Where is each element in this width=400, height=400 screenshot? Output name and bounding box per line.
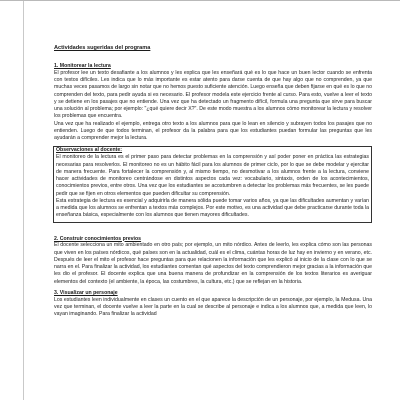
- observation-heading: Observaciones al docente:: [56, 147, 123, 154]
- section-heading-2: 2. Construir conocimientos previos: [54, 235, 142, 242]
- observation-paragraph-2: Esta estrategia de lectura es esencial y adquirirla de manera sólida puede tomar varios años, ya que las dificultades aumentan y varían a medida que los alumnos se enfrentan a textos más complejos. Por este motivo, es una actividad que debe practicarse durante toda la enseñanza básica, especialmente con los alumnos que tienen mayores dificultades.: [56, 197, 369, 219]
- section-3-paragraph-1: Los estudiantes leen individualmente en clases un cuento en el que aparece la descripción de un personaje, por ejemplo, la Medusa. Una vez que terminan, el docente vuelve a leer la parte en la cual se describe al personaje e indica a los alumnos que, a medida que leen, lo vayan imaginando. Para finalizar la actividad: [54, 296, 372, 318]
- section-2-paragraph-1: El docente selecciona un mito ambientado en otro país; por ejemplo, un mito nórdico. Antes de leerlo, les explica cómo son las personas que viven en los países nórdicos, qué países son en la actualidad, cuál es el clima, cuántas horas de luz hay en invierno y en verano, etc. Después de leer el mito el profesor hace preguntas para que relacionen la información que les explicó al inicio de la clase con lo que se narra en el. Para finalizar la actividad, los estudiantes comentan qué aspectos del texto comprendieron mejor gracias a la información que les dio el profesor. El docente explica que una buena manera de profundizar en la comprensión de los textos literarios es averiguar elementos del contexto (el ambiente, la época, las costumbres, la cultura, etc.) que se reflejan en la historia.: [54, 242, 372, 285]
- section-visualizar-personaje: [54, 290, 372, 319]
- section-conocimientos-previos: [54, 236, 372, 286]
- section-heading-1: 1. Monitorear la lectura: [54, 63, 111, 69]
- section-1-paragraph-1: El profesor lee un texto desafiante a los alumnos y les explica que les enseñará qué es lo que hace un buen lector cuando se enfrenta con textos difíciles. Les indica que lo más importante es estar atento para darse cuenta de que hay algo que no comprenden, ya que muchas veces pasamos de largo sin notar que no hemos puesto suficiente atención. Luego enseña que deben fijarse en qué es lo que no comprenden del texto, para pedir ayuda si es necesario. El profesor modela este ejercicio frente al curso. Para esto, vuelve a leer el texto y se detiene en los pasajes que no entiende. Una vez que ha detectado un fragmento difícil, formula una pregunta que sirve para buscar una solución al problema; por ejemplo: "¿qué quiere decir X?". De este modo muestra a los alumnos cómo monitorear la lectura y resolver los problemas que encuentra.: [54, 69, 372, 120]
- observation-box: [53, 146, 372, 222]
- document-content: [54, 45, 372, 318]
- observation-paragraph-1: El monitoreo de la lectura es el primer paso para detectar problemas en la comprensión y así poder poner en práctica las estrategias necesarias para resolverlos. El monitoreo no es un hábito fácil para los alumnos de primer ciclo, por lo que se debe modelar y ejercitar de manera frecuente. Para fortalecer la comprensión y, al mismo tiempo, no desmotivar a los alumnos frente a la lectura, conviene hacer actividades de monitoreo centrándose en distintos aspectos cada vez: vocabulario, sintaxis, orden de los acontecimientos, conocimientos previos, entre otros. Una vez que los estudiantes se acostumbren a detectar los problemas más frecuentes, se les puede pedir que se fijen en otros elementos que pueden dificultar su comprensión.: [56, 154, 369, 197]
- page-margin-rule: [23, 1, 24, 400]
- document-title: Actividades sugeridas del programa: [54, 45, 151, 51]
- section-monitorear-lectura: [54, 63, 372, 142]
- section-1-paragraph-2: Una vez que ha realizado el ejemplo, entrega otro texto a los alumnos para que lo lean en silencio y subrayen todos los pasajes que no entienden. Luego de que todos terminan, el profesor da la palabra para que los estudiantes puedan formular las preguntas que les ayudarán a comprender mejor la lectura.: [54, 120, 372, 142]
- spacer: [54, 223, 372, 236]
- section-heading-3: 3. Visualizar un personaje: [54, 289, 118, 296]
